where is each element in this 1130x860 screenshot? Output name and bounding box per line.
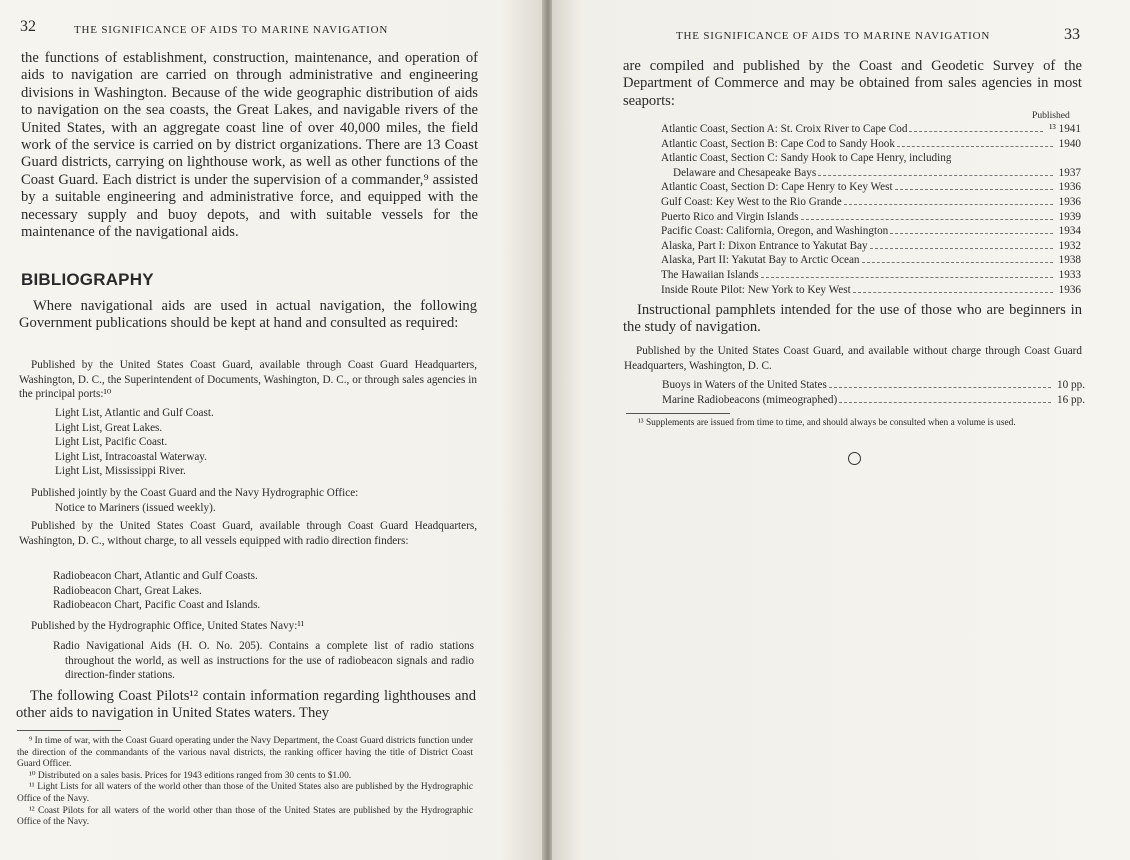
- footnote: ¹² Coast Pilots for all waters of the world other than those of the United States are published by the Hydrographic Office of the Navy.: [17, 805, 473, 828]
- footnote: ¹⁰ Distributed on a sales basis. Prices for 1943 editions ranged from 30 cents to $1.00.: [29, 770, 352, 781]
- pilot-year: 1932: [1058, 239, 1081, 252]
- table-row: [661, 137, 1081, 152]
- table-row: [661, 283, 1081, 298]
- list-item: Light List, Great Lakes.: [55, 421, 163, 434]
- group1-intro: Published by the United States Coast Guard, available through Coast Guard Headquarters, Washington, D. C., the Superintendent of Documents, Washington, D. C., or through sales agencies in the principal ports:¹⁰: [19, 359, 477, 401]
- table-row: [662, 378, 1085, 393]
- intro-paragraph: the functions of establishment, construction, maintenance, and operation of aids to navigation are carried on through administrative and engineering divisions in Washington. Because of the wide geographic distribution of aids to navigation on the sea coasts, the Great Lakes, and navigable rivers of the United States, with an aggregate coast line of over 40,000 miles, the field work of the service is carried on by district organizations. There are 13 Coast Guard districts, carrying on lighthouse work, as well as other functions of the Coast Guard. Each district is under the supervision of a commander,⁹ assisted by a suitable engineering and administrative force, and equipped with the necessary supply and buoy depots, and with suitable vessels for the maintenance of the navigational aids.: [21, 50, 478, 241]
- pilot-title: Inside Route Pilot: New York to Key West: [661, 283, 851, 296]
- footnote-rule: [626, 413, 730, 414]
- footnote-rule: [17, 730, 121, 731]
- dot-leader: [839, 402, 1051, 403]
- pilot-year: 1936: [1058, 181, 1081, 194]
- pilot-year: 1938: [1058, 254, 1081, 267]
- table-row: [662, 393, 1085, 408]
- pilot-title: Puerto Rico and Virgin Islands: [661, 210, 799, 223]
- pilot-year: 1940: [1058, 137, 1081, 150]
- footnote: ⁹ In time of war, with the Coast Guard operating under the Navy Department, the Coast Guard districts function under the direction of the commandants of the various naval districts, the ranking officer having the title of District Coast Guard Officer.: [17, 736, 473, 770]
- list-item: Light List, Pacific Coast.: [55, 436, 168, 449]
- table-row: [661, 224, 1081, 239]
- pilot-title: Gulf Coast: Key West to the Rio Grande: [661, 195, 842, 208]
- pilot-title: Atlantic Coast, Section B: Cape Cod to Sandy Hook: [661, 137, 895, 150]
- dot-leader: [870, 248, 1053, 249]
- footnote: ¹³ Supplements are issued from time to time, and should always be consulted when a volume is used.: [638, 418, 1016, 428]
- pamphlet-pages: 16 pp.: [1057, 393, 1085, 406]
- pilot-year: 1936: [1058, 195, 1081, 208]
- pilot-title: The Hawaiian Islands: [661, 268, 759, 281]
- table-row: [661, 210, 1081, 225]
- group2-intro: Published jointly by the Coast Guard and the Navy Hydrographic Office:: [31, 487, 359, 499]
- table-row: [661, 151, 1081, 166]
- running-head: THE SIGNIFICANCE OF AIDS TO MARINE NAVIGATION: [74, 24, 389, 36]
- dot-leader: [890, 233, 1052, 234]
- list-item: Radiobeacon Chart, Pacific Coast and Islands.: [53, 599, 261, 612]
- table-row: [661, 239, 1081, 254]
- pilot-year: 1936: [1058, 283, 1081, 296]
- group4-intro: Published by the Hydrographic Office, United States Navy:¹¹: [31, 620, 305, 632]
- dot-leader: [862, 262, 1053, 263]
- bibliography-intro: Where navigational aids are used in actual navigation, the following Government publications should be kept at hand and consulted as required:: [19, 298, 477, 332]
- pilot-title: Pacific Coast: California, Oregon, and Washington: [661, 225, 889, 238]
- continuation-paragraph: are compiled and published by the Coast and Geodetic Survey of the Department of Commerce and may be obtained from sales agencies in most seaports:: [623, 58, 1082, 109]
- coast-pilots-paragraph: The following Coast Pilots¹² contain information regarding lighthouses and other aids to navigation in United States waters. They: [16, 688, 476, 722]
- dot-leader: [801, 219, 1053, 220]
- page-number: 32: [20, 18, 36, 35]
- pilot-title: Delaware and Chesapeake Bays: [673, 166, 817, 179]
- pilot-year: 1933: [1058, 268, 1081, 281]
- dot-leader: [909, 131, 1043, 132]
- light-list-publications: [55, 406, 455, 479]
- pilot-year: 1934: [1058, 225, 1081, 238]
- table-row: [661, 253, 1081, 268]
- dot-leader: [761, 277, 1053, 278]
- page-number: 33: [1064, 26, 1080, 43]
- dot-leader: [853, 292, 1053, 293]
- coast-pilots-table: [661, 122, 1081, 297]
- circle-mark-icon: [848, 452, 861, 465]
- dot-leader: [844, 204, 1053, 205]
- dot-leader: [829, 387, 1051, 388]
- table-row: [661, 195, 1081, 210]
- pilot-title: Atlantic Coast, Section D: Cape Henry to Key West: [661, 181, 893, 194]
- table-row: [661, 268, 1081, 283]
- pamphlet-pages: 10 pp.: [1057, 379, 1085, 391]
- right-page: [552, 0, 1130, 860]
- pamphlets-intro: Published by the United States Coast Guard, and available without charge through Coast Guard Headquarters, Washington, D. C.: [624, 345, 1082, 372]
- table-row: [661, 166, 1081, 181]
- radiobeacon-charts: [53, 569, 453, 613]
- list-item: Light List, Intracoastal Waterway.: [55, 450, 207, 463]
- list-item: Light List, Mississippi River.: [55, 465, 186, 478]
- pamphlets-table: [662, 378, 1085, 407]
- list-item: Light List, Atlantic and Gulf Coast.: [55, 407, 214, 419]
- running-head: THE SIGNIFICANCE OF AIDS TO MARINE NAVIGATION: [676, 30, 991, 42]
- list-item: Radiobeacon Chart, Atlantic and Gulf Coasts.: [53, 570, 258, 582]
- left-page: [0, 0, 545, 860]
- pamphlet-title: Marine Radiobeacons (mimeographed): [662, 393, 838, 406]
- pilot-title: Alaska, Part II: Yakutat Bay to Arctic Ocean: [661, 254, 860, 267]
- pilot-title: Atlantic Coast, Section A: St. Croix River to Cape Cod: [661, 123, 908, 135]
- pilot-year: 1939: [1058, 210, 1081, 223]
- table-row: [661, 122, 1081, 137]
- pamphlets-paragraph: Instructional pamphlets intended for the use of those who are beginners in the study of navigation.: [623, 302, 1082, 336]
- group3-intro: Published by the United States Coast Guard, available through Coast Guard Headquarters, Washington, D. C., without charge, to all vessels equipped with radio direction finders:: [19, 520, 477, 547]
- footnote: ¹¹ Light Lists for all waters of the world other than those of the United States also are published by the Hydrographic Office of the Navy.: [17, 782, 473, 804]
- pilot-title: Alaska, Part I: Dixon Entrance to Yakutat Bay: [661, 239, 868, 252]
- pilot-year: 1937: [1058, 166, 1081, 179]
- published-column-header: Published: [1032, 110, 1070, 121]
- footnotes: [17, 736, 473, 829]
- bibliography-heading: BIBLIOGRAPHY: [21, 270, 154, 289]
- radio-navigational-aids: Radio Navigational Aids (H. O. No. 205). Contains a complete list of radio stations throughout the world, as well as instructions for the use of radiobeacon signals and radio direction-finder stations.: [53, 640, 474, 682]
- dot-leader: [897, 146, 1053, 147]
- dot-leader: [818, 175, 1052, 176]
- table-row: [661, 180, 1081, 195]
- pamphlet-title: Buoys in Waters of the United States: [662, 379, 827, 391]
- pilot-year: ¹³ 1941: [1049, 123, 1081, 135]
- list-item: Radiobeacon Chart, Great Lakes.: [53, 584, 202, 597]
- dot-leader: [895, 189, 1053, 190]
- notice-to-mariners: Notice to Mariners (issued weekly).: [55, 501, 216, 514]
- pilot-title: Atlantic Coast, Section C: Sandy Hook to Cape Henry, including: [661, 152, 952, 165]
